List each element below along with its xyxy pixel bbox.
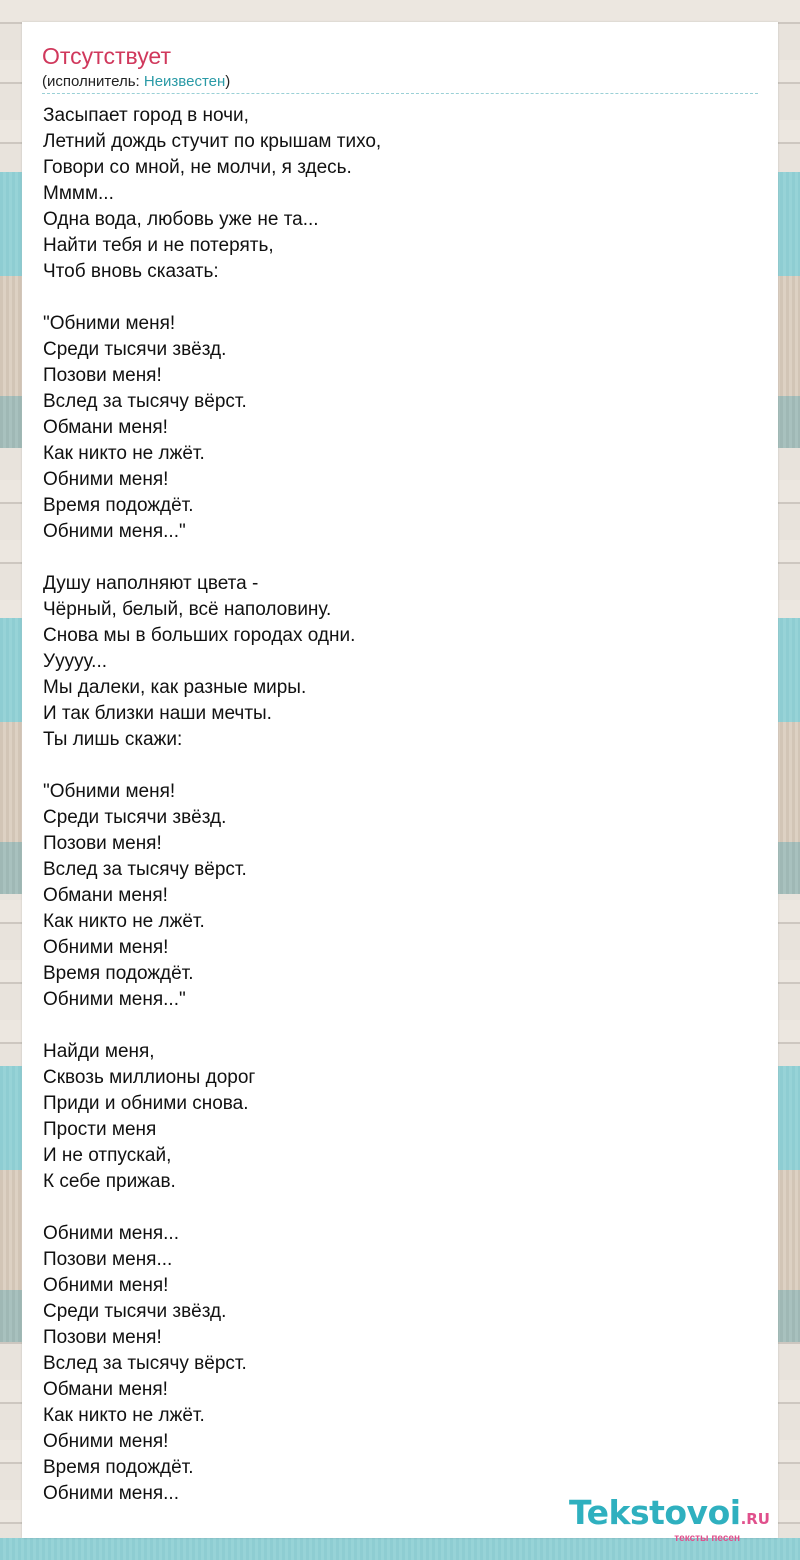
header-divider [42,93,758,94]
lyrics-text: Засыпает город в ночи, Летний дождь стучит по крышам тихо, Говори со мной, не молчи, я здесь. Мммм... Одна вода, любовь уже не та... Найти тебя и не потерять, Чтоб вновь сказать: "Обними меня! Среди тысячи звёзд. Позови меня! Вслед за тысячу вёрст. Обмани меня! Как никто не лжёт. Обними меня! Время подождёт. Обними меня..." Душу наполняют цвета - Чёрный, белый, всё наполовину. Снова мы в больших городах одни. Ууууу... Мы далеки, как разные миры. И так близки наши мечты. Ты лишь скажи: "Обними меня! Среди тысячи звёзд. Позови меня! Вслед за тысячу вёрст. Обмани меня! Как никто не лжёт. Обними меня! Время подождёт. Обними меня..." Найди меня, Сквозь миллионы дорог Приди и обними снова. Прости меня И не отпускай, К себе прижав. Обними меня... Позови меня... Обними меня! Среди тысячи звёзд. Позови меня! Вслед за тысячу вёрст. Обмани меня! Как никто не лжёт. Обними меня! Время подождёт. Обними меня... [43,105,382,1504]
song-title: Отсутствует [42,43,171,69]
artist-prefix: (исполнитель: [42,73,144,90]
logo-tagline: тексты песен [674,1533,740,1544]
artist-link[interactable]: Неизвестен [143,73,226,90]
artist-suffix: ) [225,73,231,90]
lyrics-card [22,22,778,1538]
artist-line [42,73,230,90]
logo-tld: .RU [740,1510,770,1528]
logo-name: Tekstovoi [569,1493,741,1532]
site-logo[interactable] [569,1493,770,1544]
